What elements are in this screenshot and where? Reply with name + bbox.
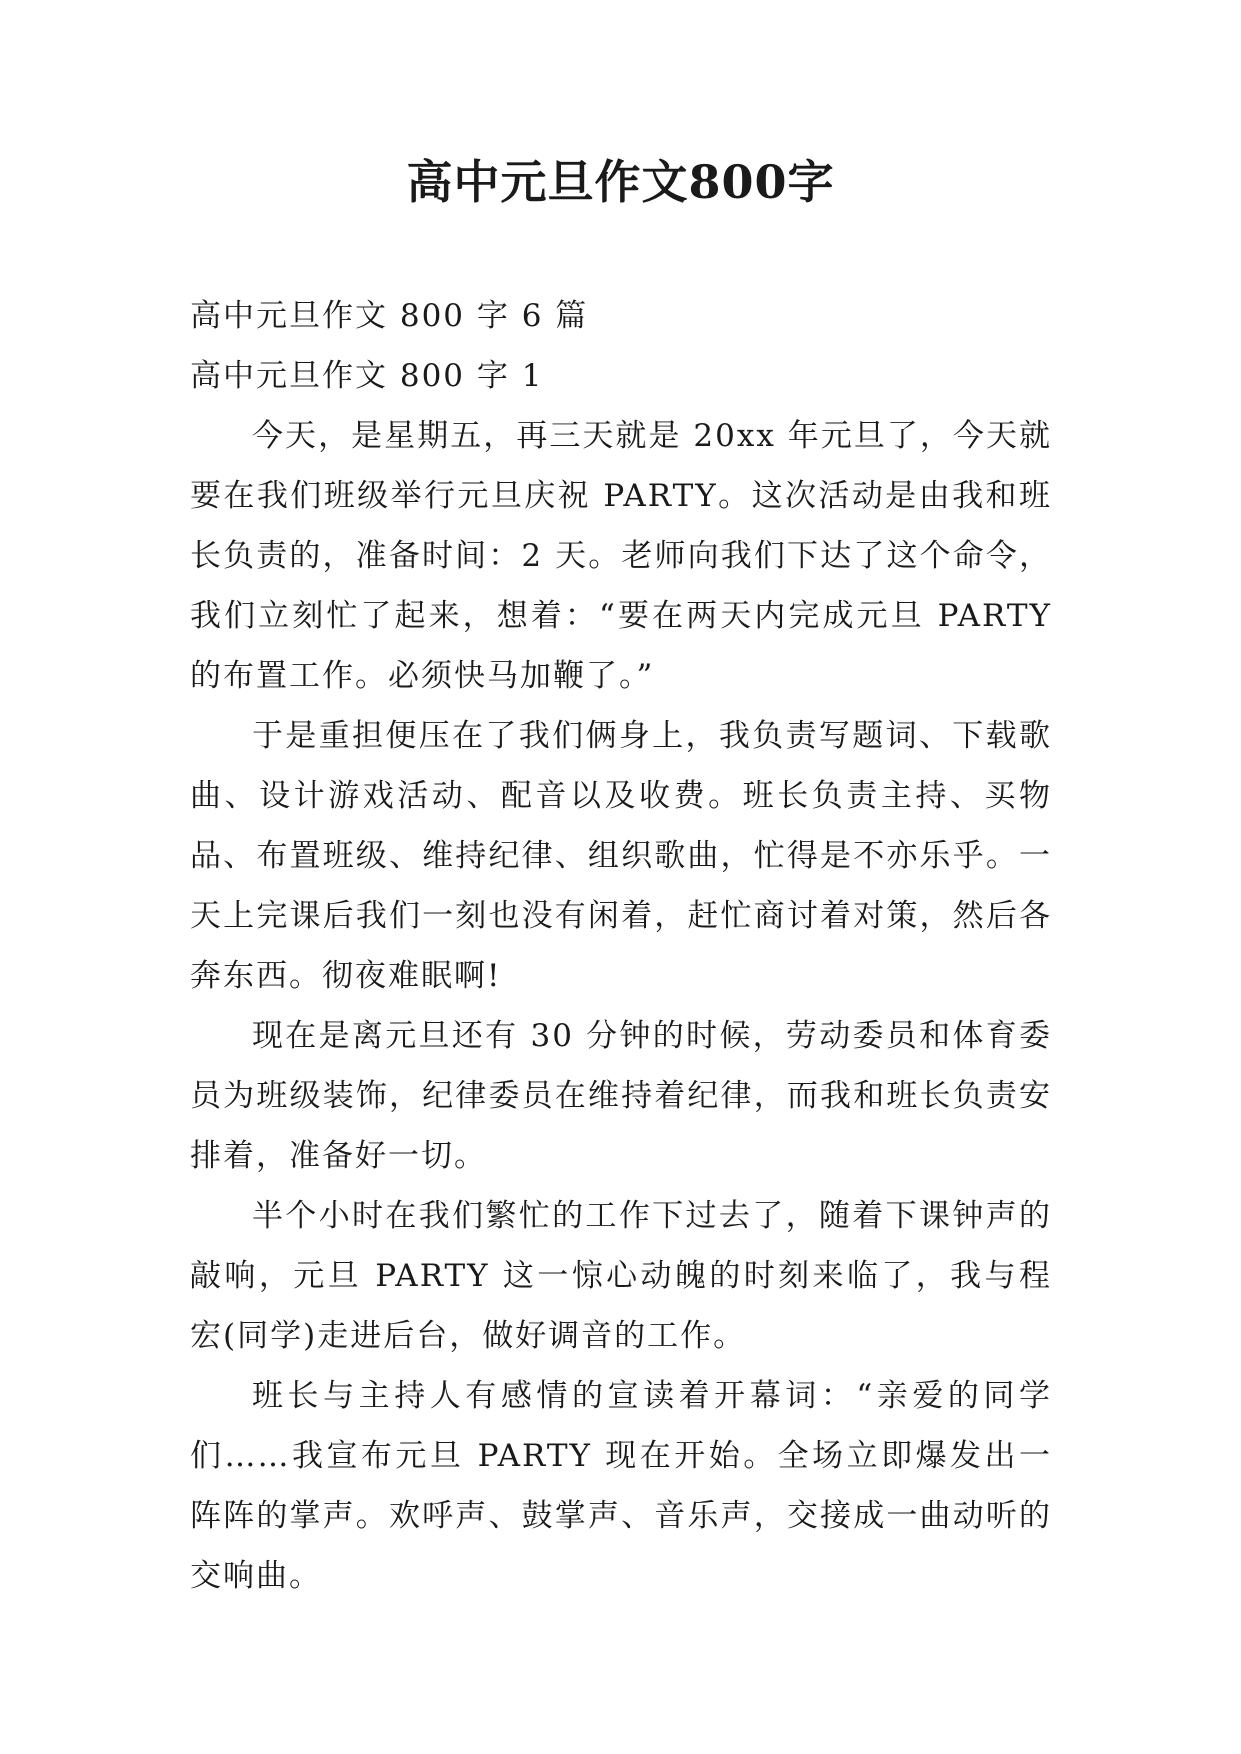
paragraph: 班长与主持人有感情的宣读着开幕词：“亲爱的同学们……我宣布元旦 PARTY 现在开始。全场立即爆发出一阵阵的掌声。欢呼声、鼓掌声、音乐声，交接成一曲动听的交响曲。 — [190, 1378, 1052, 1594]
essay-heading: 高中元旦作文 800 字 1 — [190, 358, 544, 394]
paragraph: 于是重担便压在了我们俩身上，我负责写题词、下载歌曲、设计游戏活动、配音以及收费。班长负责主持、买物品、布置班级、维持纪律、组织歌曲，忙得是不亦乐乎。一天上完课后我们一刻也没有闲着，赶忙商讨着对策，然后各奔东西。彻夜难眠啊! — [190, 718, 1052, 994]
series-heading: 高中元旦作文 800 字 6 篇 — [190, 298, 589, 334]
document-body — [190, 286, 1052, 1606]
paragraph: 今天，是星期五，再三天就是 20xx 年元旦了，今天就要在我们班级举行元旦庆祝 PARTY。这次活动是由我和班长负责的，准备时间：2 天。老师向我们下达了这个命令，我们立刻忙了起来，想着：“要在两天内完成元旦 PARTY 的布置工作。必须快马加鞭了。” — [190, 418, 1052, 694]
paragraph: 现在是离元旦还有 30 分钟的时候，劳动委员和体育委员为班级装饰，纪律委员在维持着纪律，而我和班长负责安排着，准备好一切。 — [190, 1018, 1052, 1174]
document-title: 高中元旦作文800字 — [406, 155, 835, 209]
paragraph: 半个小时在我们繁忙的工作下过去了，随着下课钟声的敲响，元旦 PARTY 这一惊心动魄的时刻来临了，我与程宏(同学)走进后台，做好调音的工作。 — [190, 1198, 1052, 1354]
